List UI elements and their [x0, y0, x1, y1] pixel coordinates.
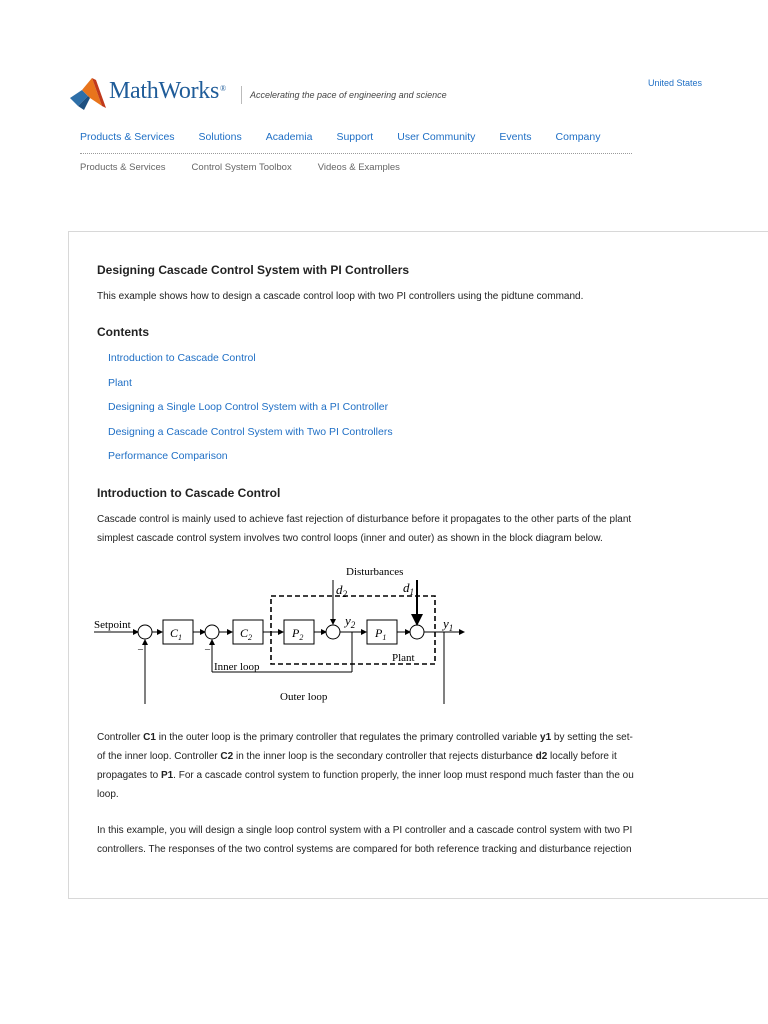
c2-label: $C_2$ [240, 626, 253, 642]
breadcrumb-videos-examples[interactable]: Videos & Examples [317, 162, 400, 173]
toc-link-introduction[interactable]: Introduction to Cascade Control [108, 352, 256, 364]
paragraph-line: loop. [97, 789, 119, 800]
y2-label: $y_2$ [345, 613, 356, 630]
p1-label: $P_1$ [375, 626, 387, 642]
paragraph-line: propagates to P1. For a cascade control system to function properly, the inner loop must respond much faster than the ou [97, 770, 634, 781]
breadcrumb-products-services[interactable]: Products & Services [80, 162, 166, 173]
nav-company[interactable]: Company [555, 131, 601, 143]
cascade-block-diagram [94, 562, 474, 710]
mathworks-logo-icon[interactable] [68, 76, 108, 112]
page-title: Designing Cascade Control System with PI Controllers [97, 263, 410, 277]
paragraph-line: In this example, you will design a single loop control system with a PI controller and a cascade control system with two PI [97, 825, 633, 836]
paragraph-intro [97, 510, 631, 548]
paragraph-line: controllers. The responses of the two control systems are compared for both reference tracking and disturbance rejection [97, 844, 632, 855]
nav-solutions[interactable]: Solutions [198, 131, 242, 143]
c1-label: $C_1$ [170, 626, 183, 642]
paragraph-controllers [97, 728, 634, 804]
nav-events[interactable]: Events [499, 131, 532, 143]
nav-user-community[interactable]: User Community [397, 131, 476, 143]
main-nav [80, 131, 624, 143]
minus-sign-outer: – [138, 644, 143, 655]
registered-mark: ® [220, 84, 226, 93]
paragraph-line: Controller C1 in the outer loop is the primary controller that regulates the primary controlled variable y1 by setting the set- [97, 732, 633, 743]
nav-products-services[interactable]: Products & Services [80, 131, 175, 143]
nav-divider [80, 153, 632, 154]
table-of-contents [108, 352, 393, 475]
paragraph-line: Cascade control is mainly used to achieve fast rejection of disturbance before it propagates to the other parts of the plant [97, 514, 632, 525]
brand-text: MathWorks [109, 78, 220, 104]
summing-junction-inner [205, 625, 219, 639]
intro-text: This example shows how to design a cascade control loop with two PI controllers using the pidtune command. [97, 291, 584, 302]
setpoint-label: Setpoint [94, 619, 131, 631]
breadcrumb-control-system-toolbox[interactable]: Control System Toolbox [191, 162, 292, 173]
inner-loop-label: Inner loop [214, 661, 260, 673]
section-heading: Introduction to Cascade Control [97, 486, 281, 500]
toc-link-plant[interactable]: Plant [108, 376, 132, 389]
outer-loop-label: Outer loop [280, 691, 328, 703]
paragraph-example [97, 821, 632, 859]
breadcrumb [80, 162, 426, 173]
minus-sign-inner: – [205, 644, 210, 655]
tagline: Accelerating the pace of engineering and science [250, 90, 447, 100]
nav-support[interactable]: Support [336, 131, 374, 143]
summing-junction-d1 [410, 625, 424, 639]
d1-label: $d_1$ [403, 580, 414, 597]
toc-link-single-loop[interactable]: Designing a Single Loop Control System with a PI Controller [108, 401, 389, 414]
paragraph-line: simplest cascade control system involves two control loops (inner and outer) as shown in the block diagram below. [97, 533, 603, 544]
toc-link-cascade[interactable]: Designing a Cascade Control System with Two PI Controllers [108, 425, 393, 438]
y1-label: $y_1$ [443, 616, 454, 633]
p2-label: $P_2$ [292, 626, 304, 642]
d2-label: $d_2$ [336, 582, 347, 599]
region-selector[interactable]: United States [648, 78, 703, 88]
summing-junction-outer [138, 625, 152, 639]
brand-name[interactable] [109, 78, 226, 105]
summing-junction-d2 [326, 625, 340, 639]
disturbances-label: Disturbances [346, 566, 404, 578]
nav-academia[interactable]: Academia [265, 131, 313, 143]
header-divider [241, 86, 242, 104]
contents-heading: Contents [97, 325, 149, 339]
toc-link-performance[interactable]: Performance Comparison [108, 450, 228, 463]
plant-label: Plant [392, 652, 415, 664]
paragraph-line: of the inner loop. Controller C2 in the inner loop is the secondary controller that rejects disturbance d2 locally before it [97, 751, 617, 762]
